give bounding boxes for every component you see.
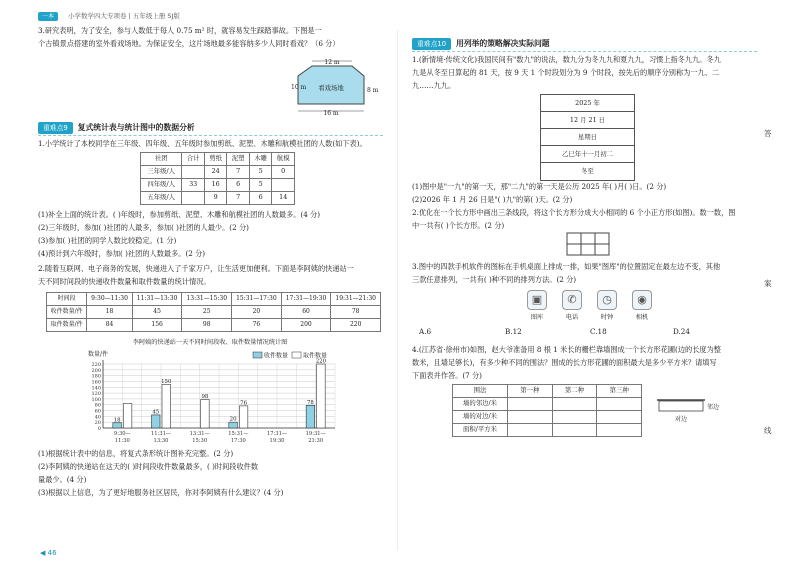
legend-pick-swatch: [292, 352, 301, 358]
delivery-cell: 156: [132, 319, 182, 332]
club-cell: 9: [204, 192, 227, 205]
bar-recv: [229, 422, 238, 428]
gallery-icon: ▣: [527, 290, 547, 310]
right-q1-sub2: (2)2026 年 1 月 26 日是"( )九"的第( )天。(2 分): [412, 195, 573, 204]
left-q1-sub4: (4)预计到六年级时，参加( )社团的人数最多。(2 分): [38, 249, 206, 258]
left-q2-sub3: (3)根据以上信息，为了更好地服务社区居民，你对李阿姨有什么建议？(4 分): [38, 488, 284, 497]
fence-head-cell: 第三种: [597, 385, 642, 398]
x-tick-label: 15:30: [192, 438, 208, 444]
club-head-cell: 木雕: [249, 153, 272, 166]
delivery-cell: 18: [87, 306, 132, 319]
club-head-cell: 泥塑: [227, 153, 250, 166]
left-q3-line1: 3.研究表明，为了安全，参与人数低于每人 0.75 m² 时，就容易发生踩踏事故。下图是一: [38, 26, 322, 35]
club-cell: 5: [249, 179, 272, 192]
bar-value-label: 150: [161, 378, 172, 385]
side-char: 案: [764, 279, 772, 288]
bar-pick: [239, 406, 248, 428]
delivery-cell: 84: [87, 319, 132, 332]
delivery-cell: 200: [281, 319, 331, 332]
fig-left-label: 10 m: [291, 84, 307, 91]
chart-labels: [114, 359, 327, 424]
fig-adjacent-label: 邻边: [707, 404, 720, 411]
fence-table-row: [453, 398, 642, 411]
delivery-table-head: [47, 293, 381, 306]
right-q4-line3: 下面表并作答。(7 分): [412, 371, 482, 380]
y-tick-label: 60: [94, 408, 101, 415]
section-10-tag: 重难点10: [412, 38, 451, 50]
fig-bottom-label: 16 m: [323, 110, 339, 116]
section-9-title: 复式统计表与统计图中的数据分析: [77, 122, 195, 132]
delivery-head-cell: 11:31—13:30: [132, 293, 182, 306]
club-cell: [182, 192, 205, 205]
club-cell: 7: [227, 166, 250, 179]
y-tick-label: 0: [97, 426, 101, 432]
y-tick-label: 180: [91, 373, 101, 380]
phone-label: 电话: [565, 314, 579, 321]
left-q2-sub1: (1)根据统计表中的信息，将复式条形统计图补充完整。(2 分): [38, 449, 234, 458]
club-cell: [182, 166, 205, 179]
club-cell: 33: [182, 179, 205, 192]
bar-value-label: 220: [315, 358, 327, 365]
section-9-divider: [38, 135, 383, 136]
club-cell: [272, 179, 295, 192]
bar-value-label: 45: [152, 409, 160, 416]
y-tick-label: 120: [91, 391, 101, 398]
section-9-bar: [38, 122, 195, 134]
delivery-chart: [70, 336, 345, 446]
club-table-row: [141, 192, 295, 205]
bar-value-label: 78: [306, 399, 314, 406]
club-cell: 16: [204, 179, 227, 192]
x-tick-label: 15:31—: [228, 431, 249, 437]
right-q1-line1: 1.(新情境·传统文化)我国民间有"数九"的说法，数九分为冬九九和夏九九，习惯上指冬九九。冬九: [412, 55, 721, 64]
x-tick-label: 17:31—: [266, 431, 288, 437]
phone-icon: ✆: [562, 290, 582, 310]
chart-ylabel: 数量/件: [88, 351, 109, 358]
delivery-cell: 60: [281, 306, 331, 319]
calendar-lunar: 乙巳年十一月初二: [541, 146, 634, 163]
header-title: 小学数学四大专项卷 | 五年级上册 SJ版: [68, 12, 180, 20]
left-q3: [38, 24, 383, 50]
rectangle-grid-figure: [566, 232, 610, 256]
right-q4-line2: 数米，且墙足够长)，有多少种不同的围法？围成的长方形花圃的面积最大是多少平方米？请填写: [412, 358, 717, 367]
right-q4-text: [412, 343, 757, 382]
bar-pick: [317, 364, 326, 428]
delivery-head-cell: 17:31—19:30: [281, 293, 331, 306]
chart-x-ticks: [114, 431, 326, 444]
fence-head-cell: 围法: [453, 385, 508, 398]
club-cell: 三年级/人: [141, 166, 182, 179]
bar-value-label: 76: [240, 400, 248, 407]
club-table-head: [141, 153, 295, 166]
delivery-cell: 98: [182, 319, 232, 332]
x-tick-label: 11:30: [114, 438, 130, 444]
chart-grid: [103, 360, 335, 428]
left-q2-sub2b: 量最少。(4 分): [38, 475, 87, 484]
x-tick-label: 11:31—: [150, 431, 172, 437]
club-cell: 5: [249, 166, 272, 179]
right-q3-line2: 三款任意排列，一共有( )种不同的排列方法。(2 分): [412, 275, 577, 284]
club-cell: 五年级/人: [141, 192, 182, 205]
bar-recv: [306, 405, 315, 428]
fence-head-cell: 第一种: [508, 385, 553, 398]
left-q1-sub3: (3)参加( )社团的同学人数比较稳定。(1 分): [38, 236, 177, 245]
calendar-card: [540, 94, 635, 181]
fig-center-label: 看戏场地: [318, 84, 344, 92]
fence-table: [452, 384, 642, 437]
right-q2-line1: 2.优化在一个长方形中画出三条线段，将这个长方形分成大小相同的 6 个小正方形(如图)。数一数，图: [412, 208, 736, 217]
fence-cell[interactable]: [597, 398, 642, 411]
delivery-head-cell: 19:31—21:30: [331, 293, 381, 306]
fence-row-label: 面积/平方米: [453, 424, 508, 437]
section-10-title: 用列举的策略解决实际问题: [456, 38, 550, 48]
x-tick-label: 19:31—: [305, 431, 326, 437]
fence-head-cell: 第二种: [552, 385, 597, 398]
page-number: ◀ 46: [40, 549, 57, 557]
right-q1-line2: 九是从冬至日算起的 81 天，按 9 天 1 个时段划分为 9 个时段，按先后的顺序分别称为一九、二: [412, 68, 720, 77]
delivery-cell: 25: [182, 306, 232, 319]
club-cell: 6: [227, 179, 250, 192]
option-b: B.12: [505, 327, 522, 336]
club-table-row: [141, 179, 295, 192]
club-head-cell: 剪纸: [204, 153, 227, 166]
delivery-cell: 取件数量/件: [47, 319, 87, 332]
right-q1-line3: 九……九九。: [412, 81, 456, 90]
page-number-value: 46: [47, 549, 57, 557]
club-cell: 0: [272, 166, 295, 179]
fence-cell[interactable]: [508, 411, 553, 424]
left-q1-sub1: (1)补全上面的统计表。( )年级时，参加剪纸、泥塑、木雕和航模社团的人数最多。(4 分): [38, 210, 321, 219]
y-tick-label: 160: [91, 379, 101, 386]
calendar-year: 2025 年: [541, 95, 634, 112]
fence-row-label: 墙的对边/米: [453, 411, 508, 424]
fence-table-row: [453, 411, 642, 424]
section-10-divider: [412, 51, 757, 52]
y-tick-label: 100: [91, 396, 101, 403]
y-tick-label: 220: [91, 362, 101, 368]
fence-cell[interactable]: [508, 398, 553, 411]
chart-title: 李阿姨的快递站一天不同时间段收、取件数量情况统计图: [132, 339, 288, 346]
right-q1-subs: [412, 180, 757, 206]
left-q2-line1: 2.随着互联网、电子商务的发展，快递进入了千家万户，让生活更加便利。下面是李阿姨的快递站一: [38, 264, 354, 273]
calendar-date: 12 月 21 日: [541, 112, 634, 129]
bar-value-label: 20: [229, 416, 237, 423]
legend-recv-swatch: [253, 352, 262, 358]
x-tick-label: 19:30: [269, 438, 285, 444]
bar-pick: [123, 404, 132, 428]
left-q1-sub2: (2)三年级时，参加( )社团的人最多，参加( )社团的人最少。(2 分): [38, 223, 249, 232]
right-q1-text: [412, 53, 757, 92]
fig-top-label: 12 m: [324, 59, 340, 66]
left-q2-subs: [38, 447, 393, 499]
left-q1-text: 1.小学统计了本校同学在三年级、四年级、五年级时参加剪纸、泥塑、木雕和航模社团的人数(如下表)。: [38, 139, 367, 148]
section-9-tag: 重难点9: [38, 122, 73, 134]
delivery-cell: 20: [232, 306, 282, 319]
club-cell: 24: [204, 166, 227, 179]
option-d: D.24: [673, 327, 690, 336]
y-tick-label: 200: [91, 367, 101, 374]
fence-table-head: [453, 385, 642, 398]
club-head-cell: 社团: [141, 153, 182, 166]
gallery-label: 图库: [530, 314, 544, 321]
delivery-cell: 220: [331, 319, 381, 332]
legend-pick-label: 取件数量: [303, 352, 328, 360]
option-c: C.18: [590, 327, 607, 336]
left-q2-line2: 天不同时间段的快递收件数量和取件数量的统计情况。: [38, 277, 211, 286]
bar-recv: [113, 423, 122, 428]
garden-rect: [659, 401, 703, 411]
bar-recv: [151, 415, 160, 428]
fence-cell[interactable]: [552, 398, 597, 411]
legend-recv-label: 收件数量: [264, 352, 289, 360]
clock-icon: ◷: [597, 290, 617, 310]
delivery-cell: 76: [232, 319, 282, 332]
y-tick-label: 20: [94, 420, 101, 427]
fence-cell[interactable]: [597, 411, 642, 424]
fence-figure: [655, 398, 730, 428]
delivery-cell: 收件数量/件: [47, 306, 87, 319]
delivery-recv-row: [47, 306, 381, 319]
right-q2-line2: 中一共有( )个长方形。(2 分): [412, 221, 505, 230]
x-tick-label: 17:30: [230, 438, 246, 444]
club-table-row: [141, 166, 295, 179]
bar-value-label: 18: [113, 417, 121, 424]
bar-pick: [201, 399, 210, 428]
fence-cell[interactable]: [597, 424, 642, 437]
fence-cell[interactable]: [552, 424, 597, 437]
calendar-term: 冬至: [581, 167, 594, 175]
right-q3-line1: 3.图中的四款手机软件的图标在手机桌面上排成一排，如果"图库"的位置固定在最左边不变，其他: [412, 262, 721, 271]
header-logo: 一本: [38, 12, 58, 21]
chart-y-ticks: [91, 362, 101, 432]
chart-legend: [253, 352, 327, 360]
delivery-cell: 45: [132, 306, 182, 319]
fig-opposite-label: 对边: [675, 416, 688, 423]
calendar-weekday: 星期日: [541, 129, 634, 146]
page-gutter: [397, 30, 398, 550]
club-cell: 7: [227, 192, 250, 205]
club-head-cell: 合计: [182, 153, 205, 166]
bar-value-label: 98: [201, 393, 209, 400]
fig-right-label: 8 m: [367, 87, 379, 94]
camera-icon: ◉: [632, 290, 652, 310]
left-q1-subs: [38, 208, 388, 260]
club-cell: 四年级/人: [141, 179, 182, 192]
fence-cell[interactable]: [508, 424, 553, 437]
delivery-head-cell: 15:31—17:30: [232, 293, 282, 306]
left-q3-line2: 个古镇景点搭建的室外看戏场地。为保证安全，这片场地最多能容纳多少人同时看戏？（6 分）: [38, 39, 340, 48]
section-10-bar: [412, 38, 550, 50]
right-q4-line1: 4.(江苏省·徐州市)如图，赵大爷准备用 8 根 1 米长的栅栏靠墙围成一个长方形花圃(边的长度为整: [412, 345, 721, 354]
fence-row-label: 墙的邻边/米: [453, 398, 508, 411]
delivery-cell: 78: [331, 306, 381, 319]
clock-label: 时钟: [600, 314, 614, 321]
y-tick-label: 80: [94, 402, 101, 409]
delivery-head-cell: 13:31—15:30: [182, 293, 232, 306]
bar-pick: [162, 384, 171, 428]
x-tick-label: 13:30: [153, 438, 169, 444]
x-tick-label: 9:30—: [113, 431, 131, 437]
fence-cell[interactable]: [552, 411, 597, 424]
x-tick-label: 21:30: [308, 438, 324, 444]
right-q2-text: [412, 206, 757, 232]
left-q2-sub2a: (2)李阿姨的快递站在这天的( )时间段收件数量最多，( )时间段收件数: [38, 462, 259, 471]
left-q2-text: [38, 262, 388, 288]
venue-figure: [290, 58, 385, 116]
y-tick-label: 140: [91, 385, 101, 392]
delivery-head-cell: 时间段: [47, 293, 87, 306]
club-table: [140, 152, 295, 205]
delivery-head-cell: 9:30—11:30: [87, 293, 132, 306]
x-tick-label: 13:31—: [189, 431, 210, 437]
side-char: 答: [764, 129, 772, 138]
club-cell: 6: [249, 192, 272, 205]
fence-table-row: [453, 424, 642, 437]
delivery-table: [46, 292, 381, 332]
right-q1-sub1: (1)图中是"一九"的第一天，那"二九"的第一天是公历 2025 年( )月( )日。(2 分): [412, 182, 667, 191]
delivery-pick-row: [47, 319, 381, 332]
y-tick-label: 40: [94, 414, 101, 421]
camera-label: 相机: [635, 314, 649, 321]
club-head-cell: 航模: [272, 153, 295, 166]
side-char: 线: [764, 426, 772, 435]
right-q3-text: [412, 260, 757, 286]
club-cell: 14: [272, 192, 295, 205]
option-a: A.6: [419, 327, 432, 336]
